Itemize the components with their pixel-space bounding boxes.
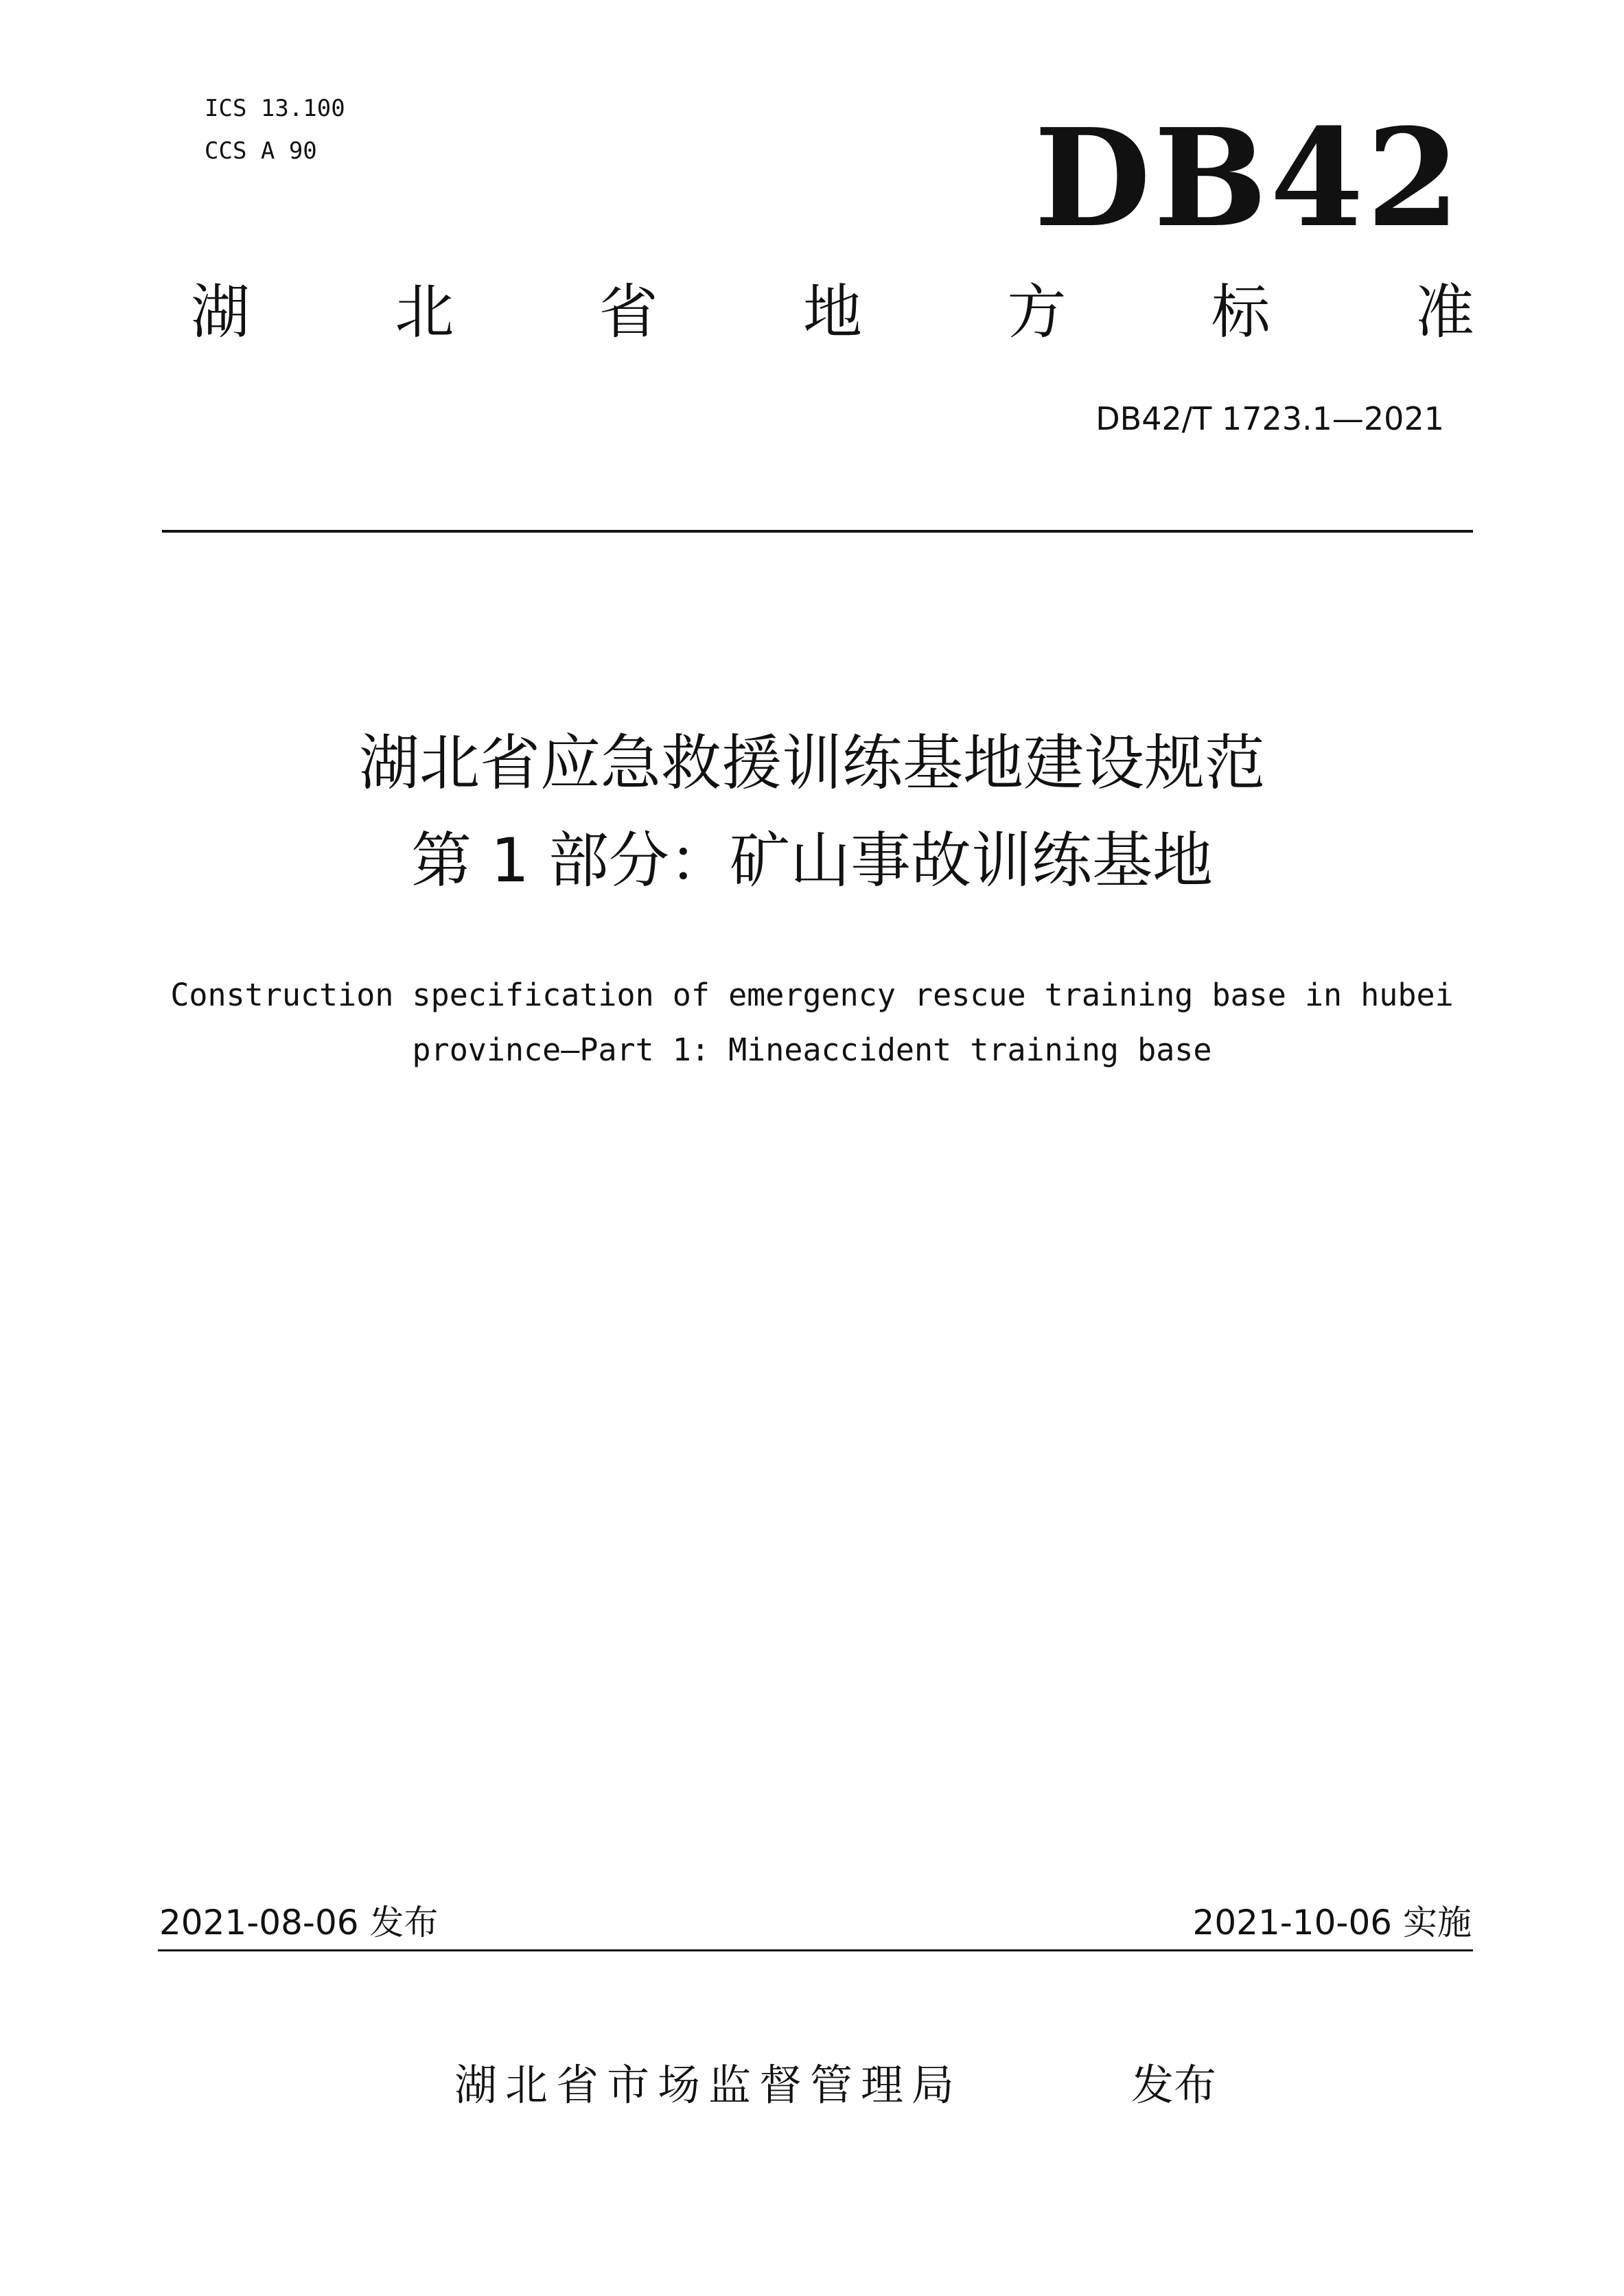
implementation-date: 2021-10-06 实施 (1192, 1903, 1472, 1943)
header-divider (162, 530, 1473, 533)
standard-type-char: 省 (599, 278, 658, 347)
ics-code: ICS 13.100 (205, 95, 345, 122)
standard-number: DB42/T 1723.1—2021 (1095, 400, 1444, 437)
standard-type-char: 标 (1211, 278, 1271, 347)
standard-type-heading (191, 275, 1474, 350)
standard-type-char: 北 (395, 278, 454, 347)
standard-type-char: 准 (1415, 278, 1474, 347)
title-cn-line1: 湖北省应急救援训练基地建设规范 (358, 728, 1265, 798)
title-cn-line2: 第 1 部分：矿山事故训练基地 (411, 825, 1213, 896)
title-en-line2: province—Part 1: Mineaccident training base (412, 1032, 1212, 1068)
db-code-logo: DB42 (1034, 100, 1463, 257)
standard-type-char: 湖 (191, 278, 250, 347)
footer-divider (158, 1949, 1473, 1951)
standard-type-char: 方 (1007, 278, 1067, 347)
ccs-code: CCS A 90 (205, 137, 317, 165)
publish-label: 发布 (1131, 2060, 1217, 2110)
issue-date: 2021-08-06 发布 (159, 1903, 439, 1943)
publisher-name: 湖北省市场监督管理局 (454, 2060, 963, 2110)
standard-type-char: 地 (802, 278, 862, 347)
title-en-line1: Construction specification of emergency rescue training base in hubei (170, 977, 1454, 1013)
